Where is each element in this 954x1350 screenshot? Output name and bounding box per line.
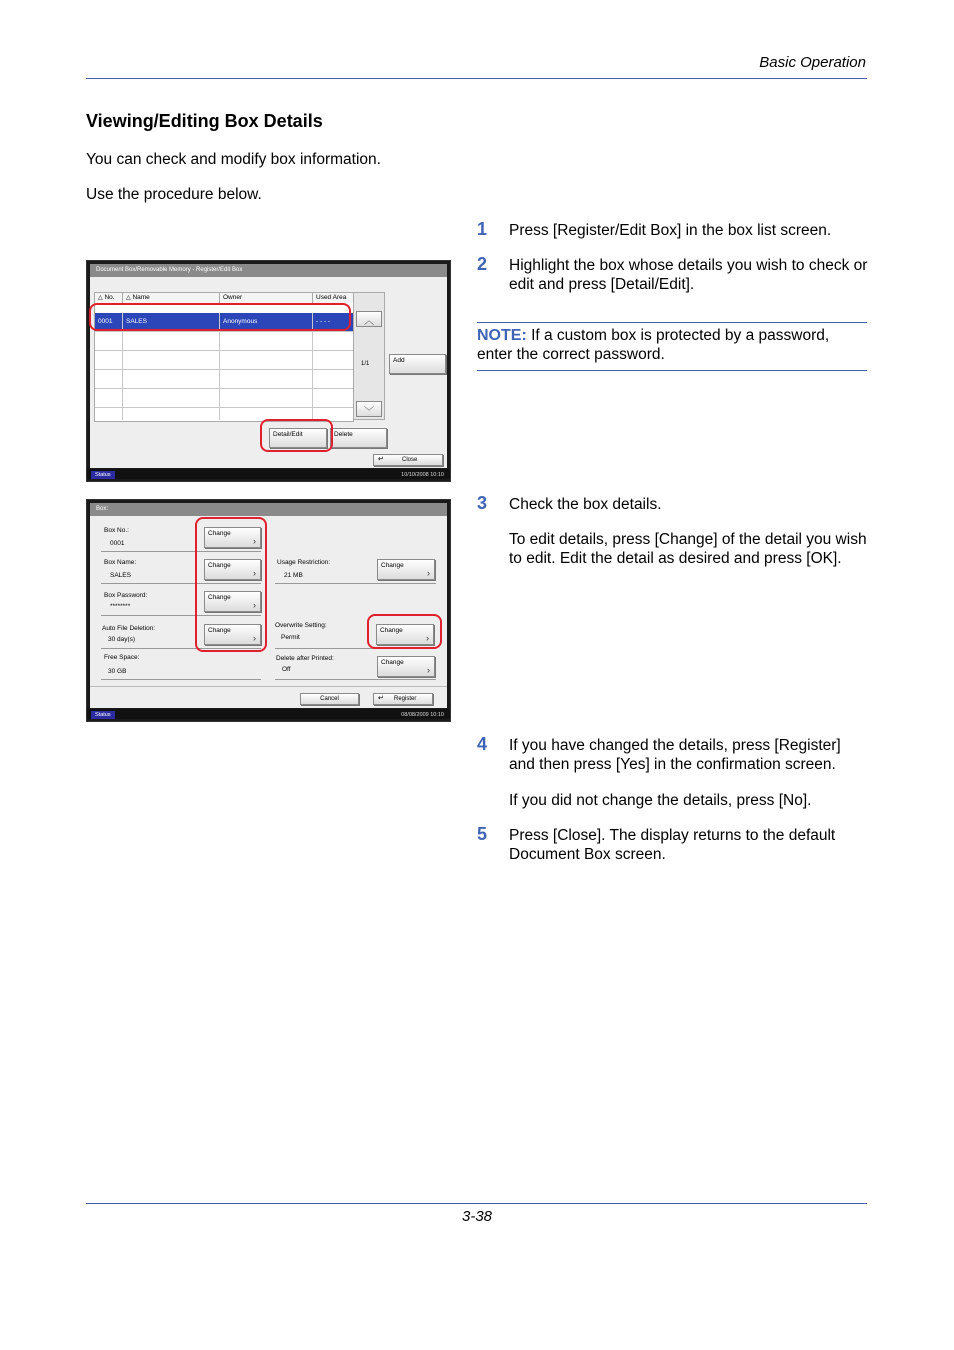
change-label: Change xyxy=(208,562,231,569)
sort-icon: △ xyxy=(126,295,131,301)
divider xyxy=(101,679,261,680)
cell-name xyxy=(123,332,220,350)
detail-edit-button[interactable]: Detail/Edit xyxy=(269,428,327,448)
col-header-name[interactable] xyxy=(123,293,220,303)
note-label: NOTE: xyxy=(477,327,527,344)
box-password-label: Box Password: xyxy=(104,592,148,599)
change-label: Change xyxy=(380,627,403,634)
chevron-right-icon: › xyxy=(426,633,429,643)
table-row[interactable] xyxy=(95,351,353,370)
cell-no xyxy=(95,408,123,420)
cell-no xyxy=(95,389,123,407)
free-space-label: Free Space: xyxy=(104,654,140,661)
cell-owner: Anonymous xyxy=(220,313,313,331)
cell-owner xyxy=(220,389,313,407)
note-text: If a custom box is protected by a password, enter the correct password. xyxy=(477,327,830,363)
cell-owner xyxy=(220,370,313,388)
change-label: Change xyxy=(208,594,231,601)
overwrite-setting-label: Overwrite Setting: xyxy=(275,622,327,629)
step-5-number: 5 xyxy=(477,824,488,844)
register-button[interactable] xyxy=(373,693,433,705)
intro-line-2: Use the procedure below. xyxy=(86,186,262,203)
add-button[interactable]: Add xyxy=(389,354,446,374)
cell-owner xyxy=(220,351,313,369)
divider xyxy=(90,686,447,687)
scroll-up-button[interactable] xyxy=(356,311,382,327)
delete-after-printed-value: Off xyxy=(282,666,291,673)
cell-no: 0001 xyxy=(95,313,123,331)
step-2-text: Highlight the box whose details you wish to check or edit and press [Detail/Edit]. xyxy=(509,257,868,293)
box-no-value: 0001 xyxy=(110,540,125,547)
page-number: 3-38 xyxy=(462,1208,493,1225)
cell-no xyxy=(95,332,123,350)
col-header-used[interactable]: Used Area xyxy=(313,293,353,303)
highlight-change-buttons-left xyxy=(195,517,267,652)
change-label: Change xyxy=(381,659,404,666)
cell-name xyxy=(123,351,220,369)
change-label: Change xyxy=(208,530,231,537)
box-name-value: SALES xyxy=(110,572,131,579)
delete-after-printed-label: Delete after Printed: xyxy=(276,655,334,662)
status-button[interactable]: Status xyxy=(91,471,115,479)
cell-name xyxy=(123,370,220,388)
table-row[interactable] xyxy=(95,370,353,389)
auto-file-deletion-value: 30 day(s) xyxy=(108,636,136,643)
cell-name xyxy=(123,389,220,407)
chevron-right-icon: › xyxy=(253,633,256,643)
close-button[interactable] xyxy=(373,454,443,466)
chevron-right-icon: › xyxy=(253,600,256,610)
scroll-panel xyxy=(353,292,385,420)
register-label: Register xyxy=(394,696,417,702)
divider xyxy=(275,583,436,584)
chevron-right-icon: › xyxy=(427,665,430,675)
chevron-right-icon: › xyxy=(253,568,256,578)
datetime: 10/10/2008 10:10 xyxy=(401,472,444,478)
change-label: Change xyxy=(208,627,231,634)
note-bottom-rule xyxy=(477,370,867,371)
cell-name xyxy=(123,408,220,420)
chevron-right-icon: › xyxy=(253,536,256,546)
box-password-value: ******** xyxy=(110,603,131,610)
chevron-right-icon: › xyxy=(427,568,430,578)
chevron-up-icon: ︿ xyxy=(364,316,374,327)
cell-name: SALES xyxy=(123,313,220,331)
change-delete-after-printed-button[interactable] xyxy=(377,656,435,677)
step-1-text: Press [Register/Edit Box] in the box list screen. xyxy=(509,222,832,239)
step-4-text: If you have changed the details, press [Register] and then press [Yes] in the confirmation screen. xyxy=(509,737,841,773)
col-no-label: No. xyxy=(104,294,115,301)
change-usage-restriction-button[interactable] xyxy=(377,559,435,580)
note-top-rule xyxy=(477,322,867,323)
datetime: 08/08/2009 10:10 xyxy=(401,712,444,718)
sort-icon: △ xyxy=(98,295,103,301)
footer-rule xyxy=(86,1203,867,1204)
step-4-number: 4 xyxy=(477,734,488,754)
step-3-number: 3 xyxy=(477,493,488,513)
chevron-down-icon: ﹀ xyxy=(364,407,374,418)
step-5-text: Press [Close]. The display returns to the default Document Box screen. xyxy=(509,827,836,863)
step-3-text: Check the box details. xyxy=(509,496,662,513)
box-detail-screen xyxy=(86,499,451,722)
cell-no xyxy=(95,370,123,388)
box-no-label: Box No.: xyxy=(104,527,129,534)
col-name-label: Name xyxy=(132,294,150,301)
return-icon: ↵ xyxy=(378,695,384,702)
cell-owner xyxy=(220,332,313,350)
overwrite-setting-value: Permit xyxy=(281,634,300,641)
usage-restriction-value: 21 MB xyxy=(284,572,303,579)
header-section-title: Basic Operation xyxy=(759,54,866,71)
highlight-overwrite-change xyxy=(367,614,442,649)
header-rule xyxy=(86,78,867,79)
cell-used: - - - - xyxy=(316,318,331,325)
intro-line-1: You can check and modify box information. xyxy=(86,151,381,168)
step-1-number: 1 xyxy=(477,219,488,239)
note xyxy=(477,326,862,364)
scroll-down-button[interactable] xyxy=(356,401,382,417)
table-row[interactable] xyxy=(95,332,353,351)
col-header-owner[interactable]: Owner xyxy=(220,293,313,303)
delete-button[interactable]: Delete xyxy=(330,428,387,448)
step-3-extra: To edit details, press [Change] of the detail you wish to edit. Edit the detail as desired and press [OK]. xyxy=(509,531,867,567)
cell-no xyxy=(95,351,123,369)
highlight-detail-edit xyxy=(260,419,333,452)
change-label: Change xyxy=(381,562,404,569)
free-space-value: 30 GB xyxy=(108,668,127,675)
status-button[interactable]: Status xyxy=(91,711,115,719)
cancel-button[interactable]: Cancel xyxy=(300,693,359,705)
col-header-no[interactable] xyxy=(95,293,123,303)
highlight-selected-row xyxy=(89,303,351,331)
return-icon: ↵ xyxy=(378,456,384,463)
box-name-label: Box Name: xyxy=(104,559,137,566)
table-row[interactable] xyxy=(95,389,353,408)
usage-restriction-label: Usage Restriction: xyxy=(277,559,331,566)
step-4-extra: If you did not change the details, press [No]. xyxy=(509,792,812,809)
page-title: Viewing/Editing Box Details xyxy=(86,111,323,131)
close-label: Close xyxy=(402,457,418,463)
status-bar xyxy=(87,469,450,479)
status-bar xyxy=(87,709,450,719)
box-detail-screen-body xyxy=(90,503,447,708)
divider xyxy=(275,679,436,680)
auto-file-deletion-label: Auto File Deletion: xyxy=(102,625,156,632)
box-list-title: Document Box/Removable Memory - Register/Edit Box xyxy=(90,264,447,277)
step-2-number: 2 xyxy=(477,254,488,274)
box-detail-title: Box: xyxy=(90,503,447,516)
page-indicator: 1/1 xyxy=(361,361,370,367)
